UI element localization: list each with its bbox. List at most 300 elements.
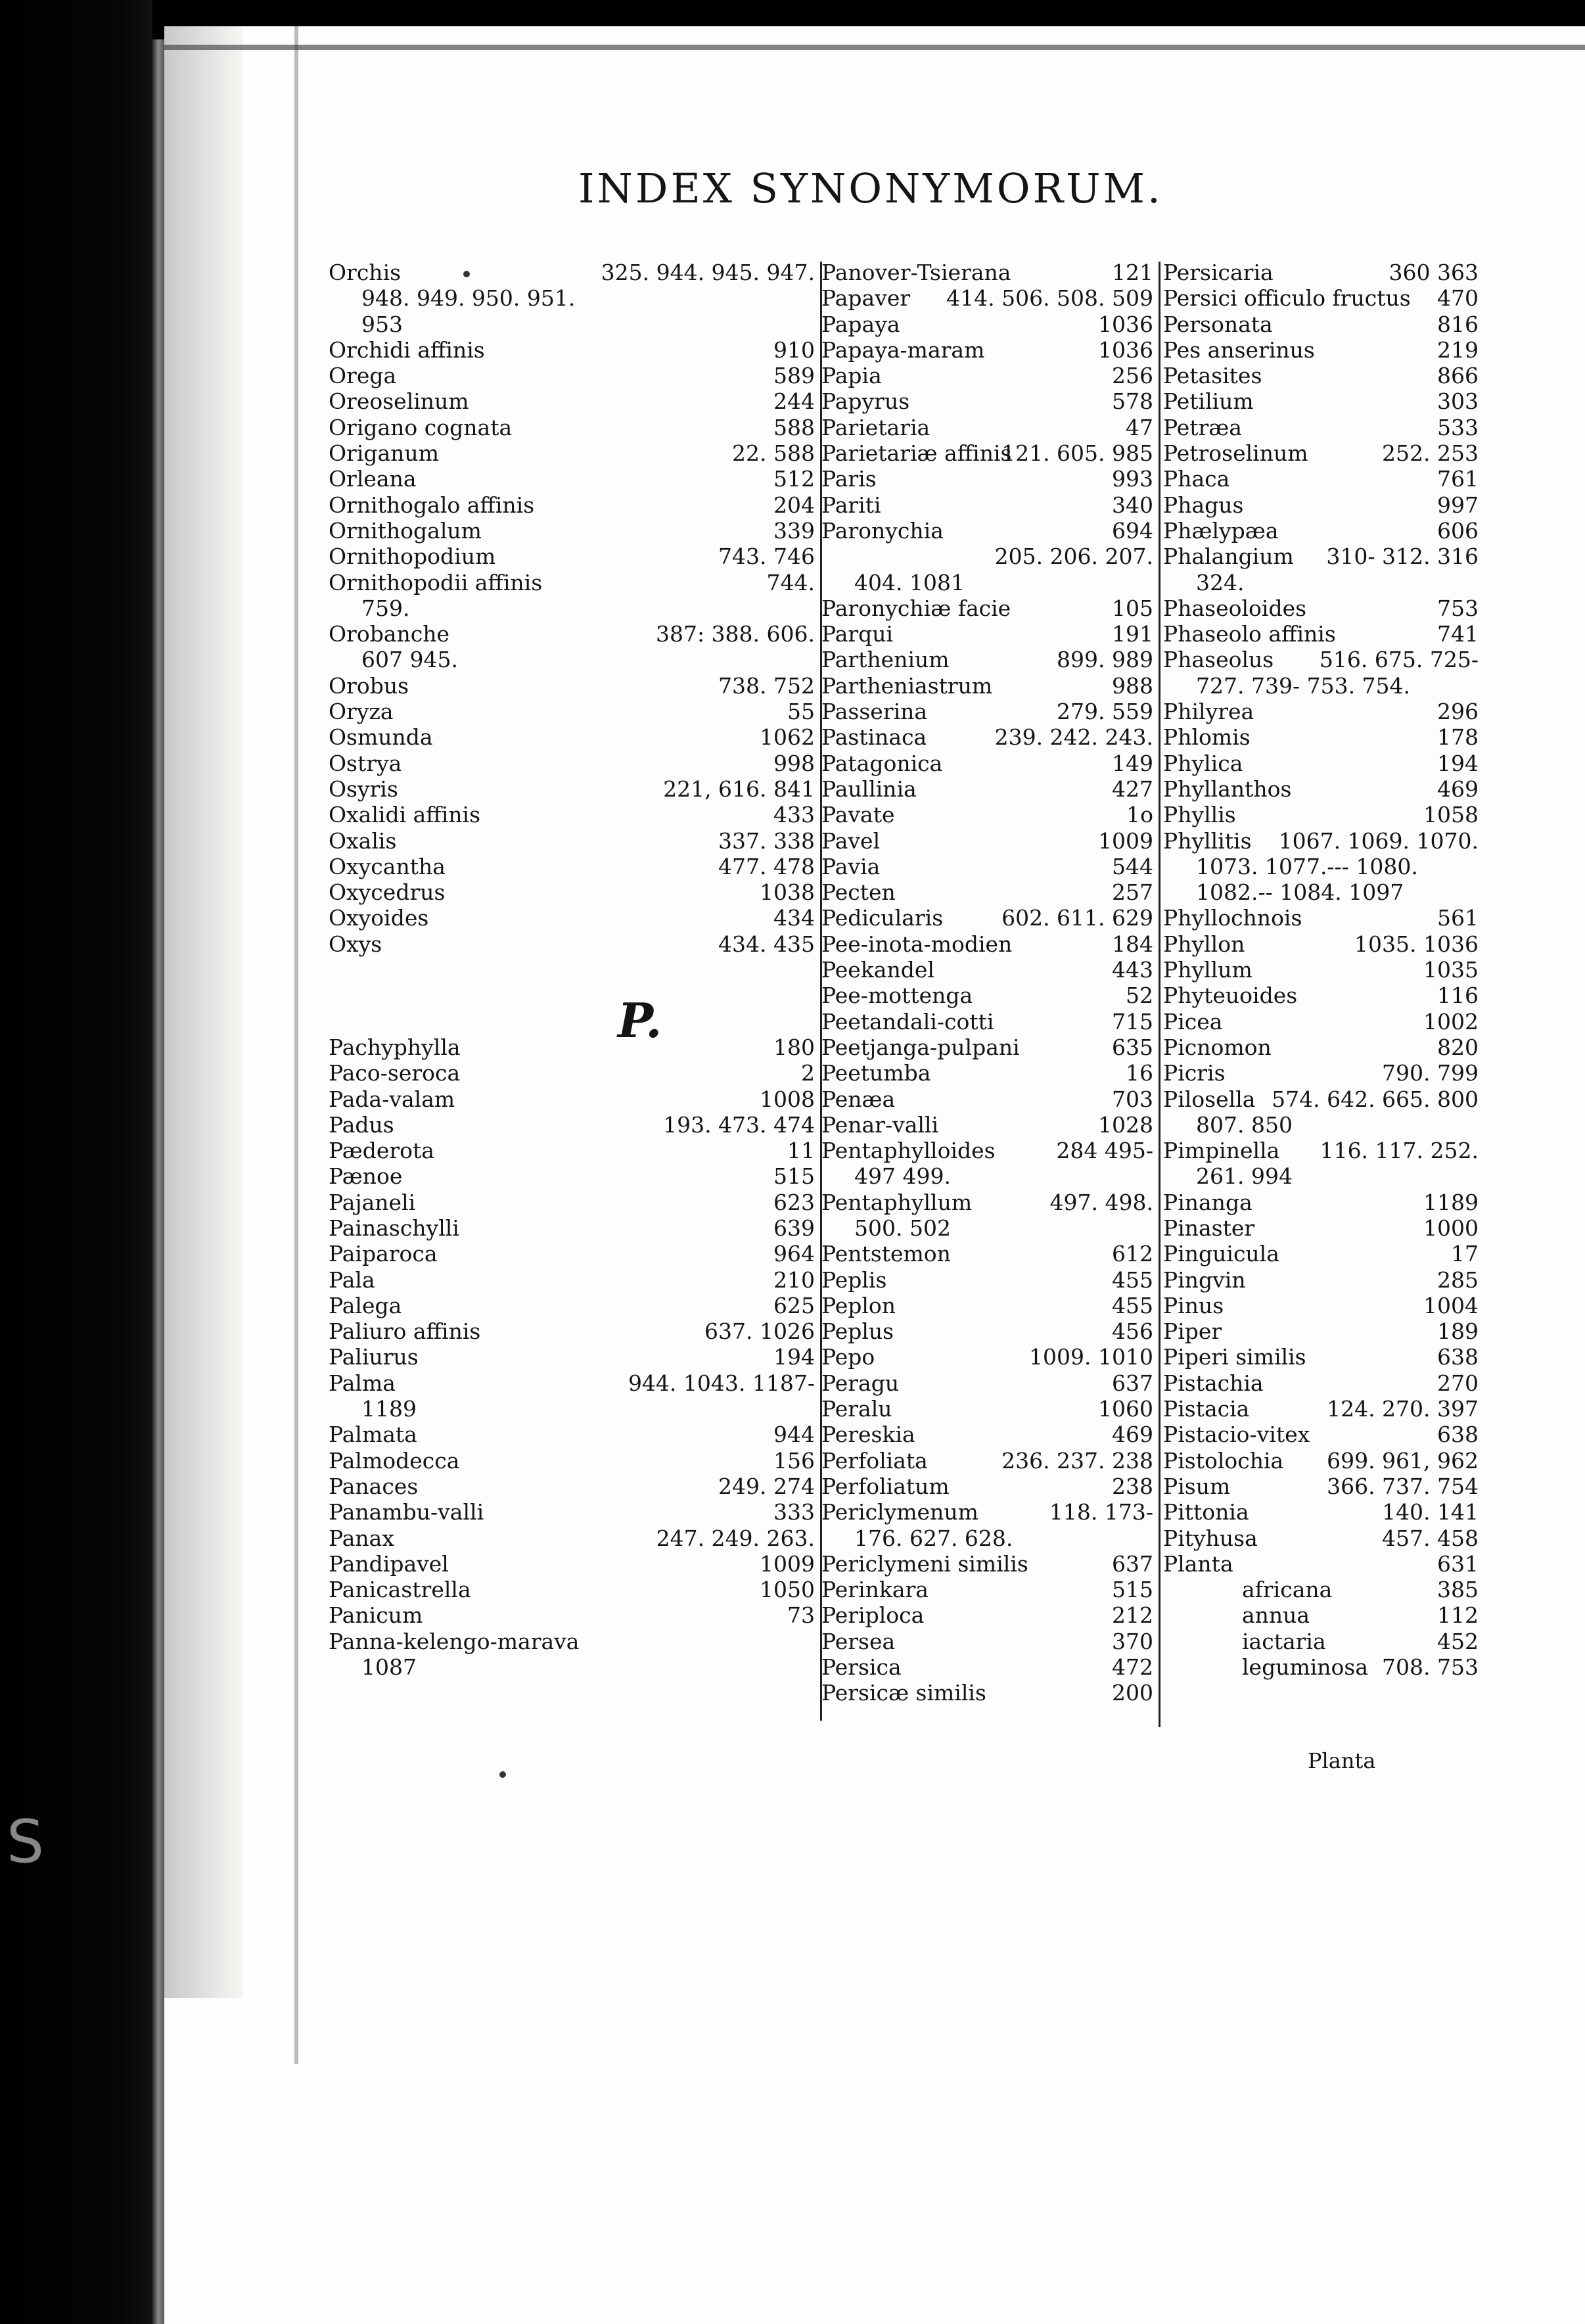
index-entry bbox=[821, 1215, 1153, 1241]
index-entry bbox=[329, 802, 815, 827]
index-entry bbox=[329, 1396, 815, 1422]
index-entry bbox=[329, 1629, 815, 1654]
index-term: Petilium bbox=[1163, 388, 1254, 415]
index-page-refs: 200 bbox=[1112, 1680, 1153, 1706]
index-page-refs: 184 bbox=[1112, 931, 1153, 957]
index-term: Papaya-maram bbox=[821, 337, 985, 363]
index-entry bbox=[1163, 363, 1479, 388]
index-page-refs: 1009. 1010 bbox=[1029, 1344, 1153, 1370]
index-term: Phyteuoides bbox=[1163, 983, 1298, 1009]
index-term: africana bbox=[1242, 1577, 1333, 1603]
index-page-refs: 238 bbox=[1112, 1473, 1153, 1499]
index-term: Phyllanthos bbox=[1163, 776, 1292, 802]
index-term: Pereskia bbox=[821, 1422, 915, 1448]
index-page-refs: 998 bbox=[773, 750, 815, 776]
index-entry bbox=[329, 595, 815, 621]
index-page-refs: 1036 bbox=[1098, 311, 1153, 337]
index-term: Phaca bbox=[1163, 466, 1230, 492]
index-term: Penæa bbox=[821, 1086, 896, 1112]
index-page-refs: 116. 117. 252. bbox=[1320, 1138, 1479, 1164]
index-entry bbox=[1163, 1577, 1479, 1602]
index-entry bbox=[1163, 854, 1479, 879]
index-term: 1073. 1077.--- 1080. bbox=[1196, 853, 1418, 879]
index-page-refs: 639 bbox=[773, 1215, 815, 1241]
index-entry bbox=[821, 673, 1153, 699]
index-entry bbox=[821, 1293, 1153, 1318]
index-page-refs: 515 bbox=[1112, 1577, 1153, 1603]
index-page-refs: 189 bbox=[1437, 1318, 1479, 1345]
index-page-refs: 741 bbox=[1437, 621, 1479, 647]
index-page-refs: 469 bbox=[1437, 776, 1479, 802]
index-term: Palmodecca bbox=[329, 1447, 460, 1474]
index-term: Pistacia bbox=[1163, 1396, 1250, 1422]
index-page-refs: 433 bbox=[773, 802, 815, 828]
index-entry bbox=[821, 1060, 1153, 1086]
scan-left-background bbox=[0, 0, 152, 2324]
index-page-refs: 156 bbox=[773, 1447, 815, 1474]
index-term: Phyllochnois bbox=[1163, 905, 1302, 931]
index-column-left bbox=[329, 260, 815, 1680]
index-term: Parqui bbox=[821, 621, 894, 647]
index-entry bbox=[329, 776, 815, 802]
index-entry bbox=[1163, 751, 1479, 776]
index-page-refs: 296 bbox=[1437, 699, 1479, 725]
index-entry bbox=[1163, 466, 1479, 492]
index-page-refs: 469 bbox=[1112, 1422, 1153, 1448]
index-term: Pæderota bbox=[329, 1138, 434, 1164]
index-term: Petræa bbox=[1163, 414, 1242, 440]
index-term: Patagonica bbox=[821, 750, 943, 776]
index-entry bbox=[1163, 260, 1479, 285]
index-entry bbox=[1163, 1525, 1479, 1551]
index-entry bbox=[1163, 570, 1479, 595]
index-entry bbox=[1163, 828, 1479, 854]
section-letter: P. bbox=[618, 992, 662, 1048]
index-entry bbox=[821, 1448, 1153, 1474]
index-page-refs: 472 bbox=[1112, 1654, 1153, 1681]
index-entry bbox=[821, 1163, 1153, 1189]
index-page-refs: 820 bbox=[1437, 1034, 1479, 1060]
index-entry bbox=[329, 1086, 815, 1112]
index-page-refs: 11 bbox=[787, 1138, 815, 1164]
index-term: Phyllum bbox=[1163, 957, 1252, 983]
index-term: Papaya bbox=[821, 311, 900, 337]
index-page-refs: 191 bbox=[1112, 621, 1153, 647]
index-term: Pittonia bbox=[1163, 1499, 1249, 1525]
index-term: 497 499. bbox=[854, 1163, 951, 1190]
index-term: Phaseolo affinis bbox=[1163, 621, 1336, 647]
index-page-refs: 456 bbox=[1112, 1318, 1153, 1345]
index-term: Papia bbox=[821, 363, 882, 389]
index-term: Paco-seroca bbox=[329, 1060, 461, 1086]
index-page-refs: 738. 752 bbox=[718, 672, 815, 699]
index-entry bbox=[1163, 621, 1479, 647]
index-page-refs: 204 bbox=[773, 492, 815, 518]
index-entry bbox=[1163, 1448, 1479, 1474]
index-term: Oxys bbox=[329, 931, 382, 957]
index-entry bbox=[821, 466, 1153, 492]
index-term: Persea bbox=[821, 1628, 896, 1654]
index-page-refs: 256 bbox=[1112, 363, 1153, 389]
index-term bbox=[329, 957, 336, 983]
index-entry bbox=[1163, 647, 1479, 672]
index-page-refs: 588 bbox=[773, 414, 815, 440]
index-entry bbox=[329, 337, 815, 363]
index-spacer bbox=[329, 957, 815, 983]
index-page-refs: 2 bbox=[801, 1060, 815, 1086]
index-entry bbox=[329, 828, 815, 854]
index-page-refs: 22. 588 bbox=[732, 440, 815, 467]
index-page-refs: 178 bbox=[1437, 724, 1479, 751]
index-term: Ornithopodii affinis bbox=[329, 569, 543, 595]
index-term: Orchis bbox=[329, 260, 402, 285]
index-entry bbox=[1163, 1060, 1479, 1086]
index-term bbox=[329, 983, 336, 1008]
index-entry bbox=[329, 570, 815, 595]
index-term: 759. bbox=[361, 595, 410, 621]
index-page-refs: 52 bbox=[1126, 983, 1153, 1009]
index-entry bbox=[821, 931, 1153, 957]
index-entry bbox=[1163, 1396, 1479, 1422]
index-term: Pinguicula bbox=[1163, 1241, 1279, 1267]
index-entry bbox=[1163, 1370, 1479, 1396]
index-entry bbox=[329, 415, 815, 440]
index-page-refs: 337. 338 bbox=[718, 827, 815, 854]
index-page-refs: 988 bbox=[1112, 672, 1153, 699]
index-term: 607 945. bbox=[361, 647, 458, 673]
index-term: Phalangium bbox=[1163, 544, 1294, 570]
index-term: Pepo bbox=[821, 1344, 875, 1370]
index-page-refs: 866 bbox=[1437, 363, 1479, 389]
index-page-refs: 944 bbox=[773, 1422, 815, 1448]
index-entry bbox=[821, 1499, 1153, 1525]
index-term: Phagus bbox=[1163, 492, 1244, 518]
index-page-refs: 1036 bbox=[1098, 337, 1153, 363]
index-page-refs: 116 bbox=[1437, 983, 1479, 1009]
index-term: Pilosella bbox=[1163, 1086, 1256, 1112]
index-page-refs: 457. 458 bbox=[1382, 1525, 1479, 1551]
index-entry bbox=[329, 1577, 815, 1602]
index-entry bbox=[1163, 415, 1479, 440]
index-term: Peetandali-cotti bbox=[821, 1008, 994, 1034]
index-entry bbox=[821, 1680, 1153, 1706]
index-term: Pariti bbox=[821, 492, 881, 518]
index-term: Padus bbox=[329, 1111, 394, 1138]
index-page-refs: 1009 bbox=[1098, 827, 1153, 854]
index-page-refs: 55 bbox=[787, 699, 815, 725]
index-term: Perinkara bbox=[821, 1577, 929, 1603]
index-entry bbox=[329, 1293, 815, 1318]
index-entry bbox=[1163, 1009, 1479, 1034]
index-entry bbox=[329, 647, 815, 672]
index-entry bbox=[821, 1241, 1153, 1267]
index-term: Panax bbox=[329, 1525, 394, 1551]
index-entry bbox=[821, 1551, 1153, 1577]
scan-artifact-mark: S bbox=[7, 1807, 45, 1876]
index-entry bbox=[821, 1034, 1153, 1060]
index-entry bbox=[1163, 492, 1479, 518]
index-page-refs: 589 bbox=[773, 363, 815, 389]
index-entry bbox=[1163, 1215, 1479, 1241]
index-entry bbox=[821, 776, 1153, 802]
index-page-refs: 180 bbox=[773, 1034, 815, 1060]
index-page-refs: 561 bbox=[1437, 905, 1479, 931]
index-page-refs: 753 bbox=[1437, 595, 1479, 621]
index-entry bbox=[1163, 595, 1479, 621]
index-entry bbox=[821, 312, 1153, 337]
index-entry bbox=[329, 1422, 815, 1447]
index-page-refs: 340 bbox=[1112, 492, 1153, 518]
index-term: Palega bbox=[329, 1292, 402, 1318]
index-entry bbox=[821, 828, 1153, 854]
index-page-refs: 1035 bbox=[1423, 957, 1479, 983]
index-entry bbox=[1163, 905, 1479, 931]
index-page-refs: 105 bbox=[1112, 595, 1153, 621]
index-term: Persicaria bbox=[1163, 260, 1274, 285]
index-term: Pedicularis bbox=[821, 905, 944, 931]
index-page-refs: 1058 bbox=[1423, 802, 1479, 828]
index-entry bbox=[1163, 1163, 1479, 1189]
index-entry bbox=[1163, 931, 1479, 957]
page-header: INDEX SYNONYMORUM. bbox=[578, 164, 1163, 212]
index-entry bbox=[329, 1034, 815, 1060]
index-page-refs: 470 bbox=[1437, 285, 1479, 312]
index-term: 1082.-- 1084. 1097 bbox=[1196, 879, 1404, 906]
index-page-refs: 118. 173- bbox=[1049, 1499, 1153, 1525]
index-entry bbox=[329, 905, 815, 931]
index-page-refs: 1008 bbox=[760, 1086, 815, 1112]
index-term: Picnomon bbox=[1163, 1034, 1272, 1060]
index-entry bbox=[1163, 1602, 1479, 1628]
index-entry bbox=[1163, 312, 1479, 337]
index-term: Pentaphylloides bbox=[821, 1138, 996, 1164]
index-term: Pinus bbox=[1163, 1292, 1224, 1318]
index-page-refs: 533 bbox=[1437, 414, 1479, 440]
index-term: Pes anserinus bbox=[1163, 337, 1315, 363]
index-page-refs: 1050 bbox=[760, 1577, 815, 1603]
index-term: Panambu-valli bbox=[329, 1499, 484, 1525]
index-entry bbox=[821, 1112, 1153, 1138]
index-page-refs: 210 bbox=[773, 1267, 815, 1293]
index-entry bbox=[1163, 285, 1479, 311]
index-term: Peetumba bbox=[821, 1060, 931, 1086]
index-page-refs: 434 bbox=[773, 905, 815, 931]
index-entry bbox=[821, 388, 1153, 414]
index-term: Pada-valam bbox=[329, 1086, 455, 1112]
index-entry bbox=[1163, 724, 1479, 750]
index-term: Peplon bbox=[821, 1292, 896, 1318]
index-term: Papyrus bbox=[821, 388, 910, 415]
index-entry bbox=[329, 879, 815, 905]
index-entry bbox=[821, 699, 1153, 724]
index-page-refs: 743. 746 bbox=[718, 544, 815, 570]
index-entry bbox=[821, 751, 1153, 776]
index-page-refs: 427 bbox=[1112, 776, 1153, 802]
index-entry bbox=[1163, 1086, 1479, 1112]
index-term bbox=[329, 1009, 336, 1034]
index-entry bbox=[821, 363, 1153, 388]
index-entry bbox=[821, 440, 1153, 466]
index-term: Planta bbox=[1163, 1550, 1233, 1577]
index-page-refs: 247. 249. 263. bbox=[656, 1525, 815, 1551]
index-term: Oxycantha bbox=[329, 853, 446, 879]
index-page-refs: 1004 bbox=[1423, 1292, 1479, 1318]
index-term: Paronychia bbox=[821, 517, 944, 544]
index-term: Peetjanga-pulpani bbox=[821, 1034, 1020, 1060]
index-term: 324. bbox=[1196, 569, 1245, 595]
index-page-refs: 310- 312. 316 bbox=[1326, 544, 1479, 570]
index-term: Osmunda bbox=[329, 724, 433, 751]
index-entry bbox=[1163, 1241, 1479, 1267]
index-entry bbox=[821, 337, 1153, 363]
index-entry bbox=[1163, 1654, 1479, 1680]
index-page-refs: 360 363 bbox=[1389, 260, 1479, 285]
index-term: Pisum bbox=[1163, 1473, 1231, 1499]
index-term: Pistachia bbox=[1163, 1370, 1264, 1396]
index-page-refs: 1062 bbox=[760, 724, 815, 751]
index-page-refs: 249. 274 bbox=[718, 1473, 815, 1499]
index-term: Palmata bbox=[329, 1422, 417, 1448]
index-term: Phyllitis bbox=[1163, 827, 1252, 854]
index-entry bbox=[821, 1525, 1153, 1551]
index-entry bbox=[821, 724, 1153, 750]
index-term: Perfoliata bbox=[821, 1447, 928, 1474]
index-page-refs: 219 bbox=[1437, 337, 1479, 363]
index-entry bbox=[821, 285, 1153, 311]
index-term: Pastinaca bbox=[821, 724, 927, 751]
index-entry bbox=[329, 492, 815, 518]
index-term: Phaseolus bbox=[1163, 647, 1274, 673]
index-term: Periploca bbox=[821, 1602, 925, 1629]
index-term: leguminosa bbox=[1242, 1654, 1369, 1681]
index-term: Pingvin bbox=[1163, 1267, 1246, 1293]
index-term: 948. 949. 950. 951. bbox=[361, 285, 576, 312]
index-page-refs: 112 bbox=[1437, 1602, 1479, 1629]
index-entry bbox=[1163, 1474, 1479, 1499]
index-entry bbox=[1163, 1422, 1479, 1447]
index-entry bbox=[329, 544, 815, 569]
index-page-refs: 574. 642. 665. 800 bbox=[1272, 1086, 1479, 1112]
index-page-refs: 239. 242. 243. bbox=[994, 724, 1153, 751]
index-entry bbox=[821, 1629, 1153, 1654]
index-page-refs: 477. 478 bbox=[718, 853, 815, 879]
index-page-refs: 606 bbox=[1437, 517, 1479, 544]
index-term: Ornithogalum bbox=[329, 517, 482, 544]
index-term: Peragu bbox=[821, 1370, 900, 1396]
index-term: Pachyphylla bbox=[329, 1034, 461, 1060]
index-page-refs: 1060 bbox=[1098, 1396, 1153, 1422]
index-entry bbox=[1163, 440, 1479, 466]
index-page-refs: 452 bbox=[1437, 1628, 1479, 1654]
index-term: Picea bbox=[1163, 1008, 1223, 1034]
index-page-refs: 140. 141 bbox=[1382, 1499, 1479, 1525]
index-page-refs: 602. 611. 629 bbox=[1001, 905, 1153, 931]
index-term: Penar-valli bbox=[821, 1111, 939, 1138]
index-page-refs: 497. 498. bbox=[1049, 1189, 1153, 1215]
index-page-refs: 339 bbox=[773, 517, 815, 544]
index-entry bbox=[1163, 1318, 1479, 1344]
index-term: Pecten bbox=[821, 879, 896, 906]
index-term: Ornithopodium bbox=[329, 544, 496, 570]
index-term: Pavia bbox=[821, 853, 881, 879]
page-top-edge bbox=[164, 45, 1585, 50]
index-entry bbox=[329, 1267, 815, 1293]
index-entry bbox=[1163, 518, 1479, 544]
index-page-refs: 73 bbox=[787, 1602, 815, 1629]
index-term: Ornithogalo affinis bbox=[329, 492, 535, 518]
index-term: Panna-kelengo-marava bbox=[329, 1628, 580, 1654]
index-term: Paiparoca bbox=[329, 1241, 438, 1267]
index-term: Pandipavel bbox=[329, 1550, 449, 1577]
index-page-refs: 625 bbox=[773, 1292, 815, 1318]
index-page-refs: 708. 753 bbox=[1382, 1654, 1479, 1681]
index-term: Panover-Tsierana bbox=[821, 260, 1011, 285]
index-page-refs: 1189 bbox=[1423, 1189, 1479, 1215]
index-page-refs: 193. 473. 474 bbox=[663, 1111, 815, 1138]
index-entry bbox=[329, 1163, 815, 1189]
index-entry bbox=[1163, 1344, 1479, 1370]
index-page-refs: 997 bbox=[1437, 492, 1479, 518]
index-term: Philyrea bbox=[1163, 699, 1254, 725]
index-page-refs: 910 bbox=[773, 337, 815, 363]
index-entry bbox=[821, 1009, 1153, 1034]
index-page-refs: 443 bbox=[1112, 957, 1153, 983]
index-page-refs: 516. 675. 725- bbox=[1319, 647, 1479, 673]
index-term: 807. 850 bbox=[1196, 1111, 1293, 1138]
index-entry bbox=[1163, 1629, 1479, 1654]
index-term: Pee-inota-modien bbox=[821, 931, 1013, 957]
index-term: Origano cognata bbox=[329, 414, 513, 440]
index-page-refs: 279. 559 bbox=[1057, 699, 1153, 725]
index-term: Oxalidi affinis bbox=[329, 802, 481, 828]
index-term: Peekandel bbox=[821, 957, 934, 983]
index-page-refs: 17 bbox=[1451, 1241, 1479, 1267]
index-term: Petroselinum bbox=[1163, 440, 1308, 467]
index-term: Orleana bbox=[329, 466, 417, 492]
index-entry bbox=[821, 1654, 1153, 1680]
index-page-refs: 270 bbox=[1437, 1370, 1479, 1396]
index-entry bbox=[1163, 699, 1479, 724]
index-term: Painaschylli bbox=[329, 1215, 459, 1241]
index-entry bbox=[1163, 673, 1479, 699]
index-term: Phælypæa bbox=[1163, 517, 1279, 544]
ink-speck bbox=[499, 1771, 506, 1778]
index-entry bbox=[329, 621, 815, 647]
index-entry bbox=[329, 440, 815, 466]
index-page-refs: 370 bbox=[1112, 1628, 1153, 1654]
index-term: iactaria bbox=[1242, 1628, 1326, 1654]
index-page-refs: 638 bbox=[1437, 1422, 1479, 1448]
index-term: Periclymeni similis bbox=[821, 1550, 1028, 1577]
index-entry bbox=[329, 673, 815, 699]
index-spacer bbox=[329, 983, 815, 1008]
index-page-refs: 434. 435 bbox=[718, 931, 815, 957]
index-entry bbox=[329, 1525, 815, 1551]
index-page-refs: 816 bbox=[1437, 311, 1479, 337]
index-entry bbox=[329, 1060, 815, 1086]
index-term: Peralu bbox=[821, 1396, 892, 1422]
index-entry bbox=[1163, 957, 1479, 983]
index-term: Paliurus bbox=[329, 1344, 419, 1370]
index-term: 404. 1081 bbox=[854, 569, 965, 595]
index-term: Oxyoides bbox=[329, 905, 429, 931]
index-entry bbox=[329, 466, 815, 492]
index-term: Pinaster bbox=[1163, 1215, 1255, 1241]
index-page-refs: 205. 206. 207. bbox=[994, 544, 1153, 570]
index-page-refs: 121 bbox=[1112, 260, 1153, 285]
index-entry bbox=[329, 751, 815, 776]
index-page-refs: 993 bbox=[1112, 466, 1153, 492]
